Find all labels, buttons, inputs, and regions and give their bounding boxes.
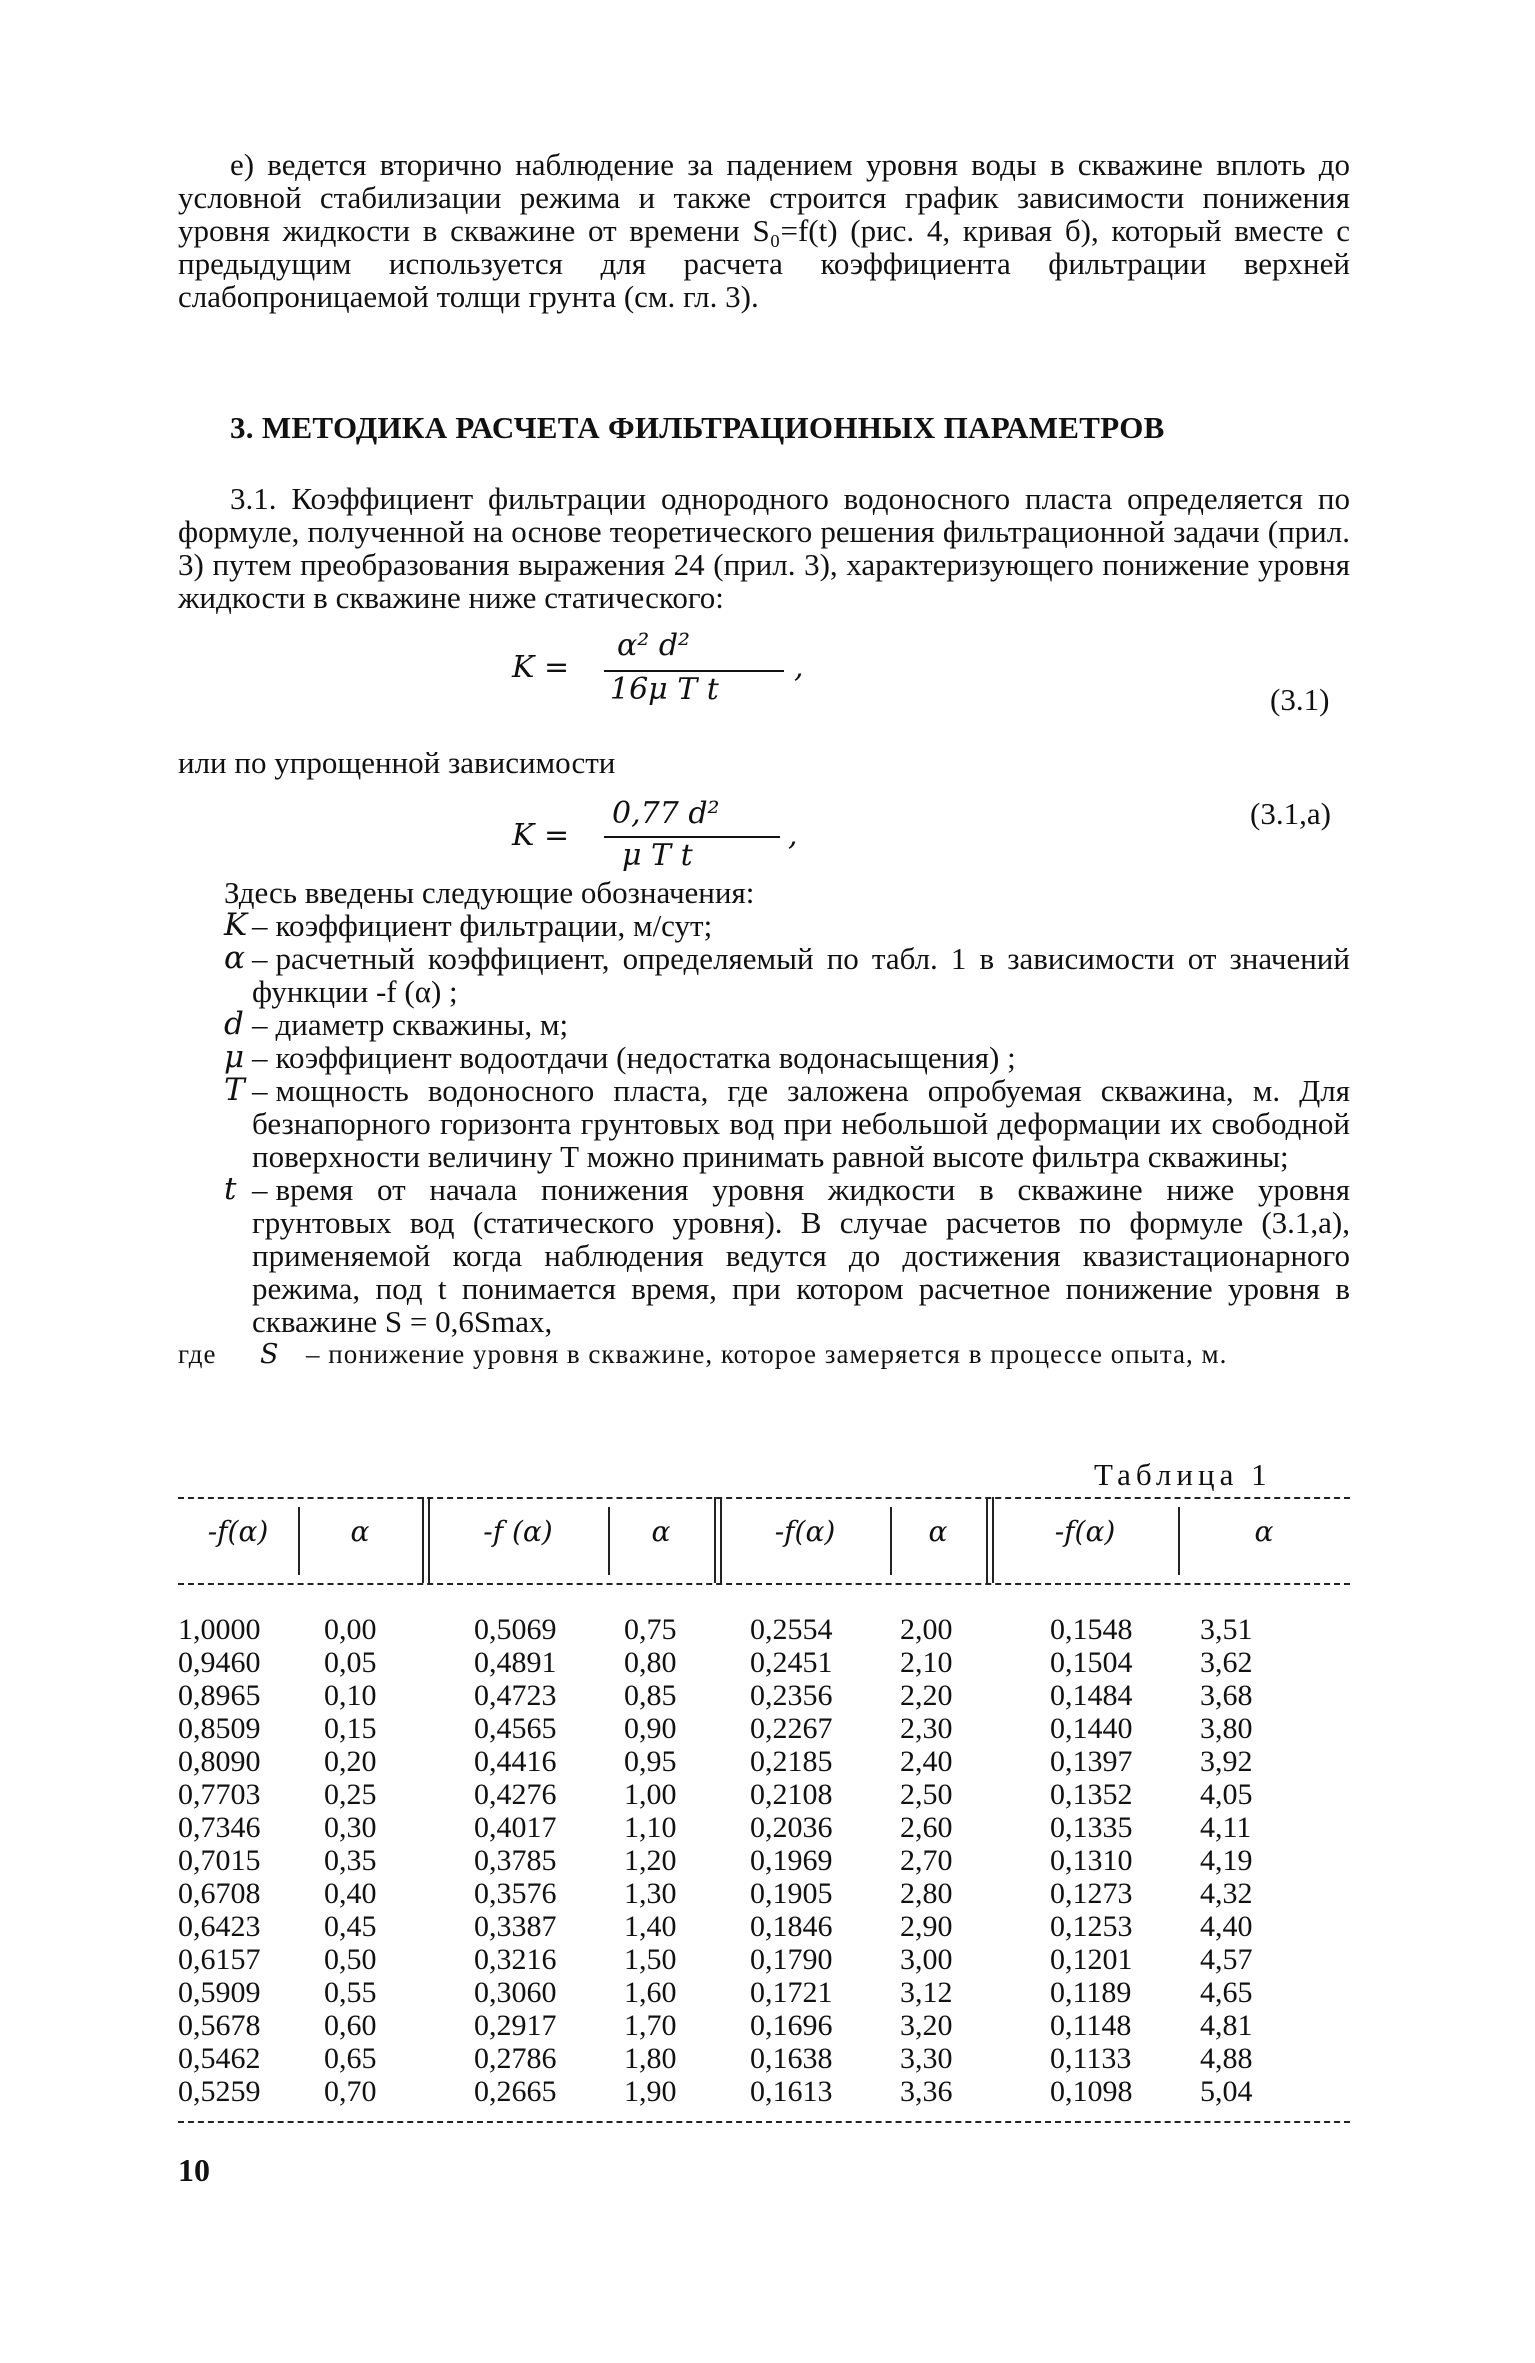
table-cell: 1,00 <box>624 1778 677 1811</box>
table-header: -f (α) <box>483 1515 553 1548</box>
table-cell: 3,20 <box>900 2009 953 2042</box>
notation-text: коэффициент водоотдачи (недостатка водонасыщения) ; <box>275 1040 1016 1075</box>
table-cell: 1,20 <box>624 1844 677 1877</box>
table-cell: 0,1253 <box>1050 1910 1133 1943</box>
intro-paragraph: е) ведется вторично наблюдение за падением уровня воды в скважине вплоть до условной стабилизации режима и также строится график зависимости понижения уровня жидкости в скважине от времени S₀=f(t) (рис. 4, кривая б), который вместе с предыдущим используется для расчета коэффициента фильтрации верхней слабопроницаемой толщи грунта (см. гл. 3). <box>178 147 1350 314</box>
table-cell: 2,30 <box>900 1712 953 1745</box>
where-line <box>178 1338 1350 1371</box>
table-cell: 0,85 <box>624 1679 677 1712</box>
paragraph-3-1: 3.1. Коэффициент фильтрации однородного водоносного пласта определяется по формуле, полученной на основе теоретического решения фильтрационной задачи (прил. 3) путем преобразования выражения 24 (прил. 3), характеризующего понижение уровня жидкости в скважине ниже статического: <box>178 481 1350 615</box>
table-cell: 0,30 <box>324 1811 377 1844</box>
formula-3-1 <box>512 628 832 708</box>
table-cell: 0,3576 <box>474 1877 557 1910</box>
table-cell: 0,7346 <box>178 1811 261 1844</box>
table-cell: 0,8965 <box>178 1679 261 1712</box>
notation-symbol: μ <box>224 1039 245 1075</box>
table-header-rule <box>178 1583 1350 1585</box>
formula-denominator: μ T t <box>622 838 693 873</box>
notation-text: коэффициент фильтрации, м/сут; <box>275 908 713 943</box>
notation-item: α – расчетный коэффициент, определяемый по табл. 1 в зависимости от значений функции -f (α) ; <box>224 940 1350 1009</box>
table-cell: 0,4276 <box>474 1778 557 1811</box>
equation-number: (3.1,а) <box>1250 796 1331 831</box>
table-cell: 1,50 <box>624 1943 677 1976</box>
table-divider <box>714 1497 716 1583</box>
table-cell: 1,40 <box>624 1910 677 1943</box>
table-cell: 0,1397 <box>1050 1745 1133 1778</box>
notation-list <box>178 876 1350 1371</box>
table-cell: 0,9460 <box>178 1646 261 1679</box>
notation-symbol: K <box>224 907 248 943</box>
section-heading: 3. МЕТОДИКА РАСЧЕТА ФИЛЬТРАЦИОННЫХ ПАРАМЕТРОВ <box>230 410 1165 445</box>
table-bottom-rule <box>178 2121 1350 2123</box>
table-cell: 1,0000 <box>178 1613 261 1646</box>
table-column <box>178 1613 261 2108</box>
table-cell: 0,25 <box>324 1778 377 1811</box>
table-cell: 0,1548 <box>1050 1613 1133 1646</box>
table-cell: 0,2185 <box>750 1745 833 1778</box>
notation-text: расчетный коэффициент, определяемый по табл. 1 в зависимости от значений функции -f (α) ; <box>252 941 1350 1009</box>
table-cell: 0,1335 <box>1050 1811 1133 1844</box>
table-cell: 2,80 <box>900 1877 953 1910</box>
table-cell: 0,15 <box>324 1712 377 1745</box>
table-column <box>474 1613 557 2108</box>
notation-text: время от начала понижения уровня жидкости в скважине ниже уровня грунтовых вод (статического уровня). В случае расчетов по формуле (3.1,а), применяемой когда наблюдения ведутся до достижения квазистационарного режима, под t понимается время, при котором расчетное понижение уровня в скважине S = 0,6Smax, <box>252 1172 1350 1339</box>
formula-comma: , <box>794 650 804 685</box>
notation-symbol: α <box>224 940 245 976</box>
notation-symbol: T <box>224 1072 245 1108</box>
table-cell: 0,7015 <box>178 1844 261 1877</box>
formula-lhs: K = <box>512 818 570 853</box>
notation-item: t – время от начала понижения уровня жидкости в скважине ниже уровня грунтовых вод (статического уровня). В случае расчетов по формуле (3.1,а), применяемой когда наблюдения ведутся до достижения квазистационарного режима, под t понимается время, при котором расчетное понижение уровня в скважине S = 0,6Smax, <box>224 1171 1350 1339</box>
table-cell: 0,45 <box>324 1910 377 1943</box>
notation-item: d – диаметр скважины, м; <box>224 1006 569 1042</box>
equation-number: (3.1) <box>1270 682 1330 717</box>
table-cell: 3,51 <box>1200 1613 1253 1646</box>
table-cell: 4,81 <box>1200 2009 1253 2042</box>
notation-item: K – коэффициент фильтрации, м/сут; <box>224 907 713 943</box>
table-cell: 2,60 <box>900 1811 953 1844</box>
formula-3-1a <box>512 796 832 876</box>
table-cell: 0,2267 <box>750 1712 833 1745</box>
table-cell: 0,65 <box>324 2042 377 2075</box>
formula-comma: , <box>788 818 798 853</box>
table-header: -f(α) <box>207 1515 269 1548</box>
table-cell: 1,10 <box>624 1811 677 1844</box>
table-cell: 0,2451 <box>750 1646 833 1679</box>
table-cell: 1,60 <box>624 1976 677 2009</box>
where-text: – понижение уровня в скважине, которое замеряется в процессе опыта, м. <box>306 1339 1228 1369</box>
table-cell: 4,11 <box>1200 1811 1252 1844</box>
table-cell: 0,1273 <box>1050 1877 1133 1910</box>
table-cell: 2,00 <box>900 1613 953 1646</box>
table-cell: 4,40 <box>1200 1910 1253 1943</box>
table-cell: 0,1133 <box>1050 2042 1132 2075</box>
table-cell: 0,2786 <box>474 2042 557 2075</box>
table-cell: 0,1352 <box>1050 1778 1133 1811</box>
table-cell: 4,88 <box>1200 2042 1253 2075</box>
table-cell: 0,40 <box>324 1877 377 1910</box>
table-column <box>324 1613 377 2108</box>
table-cell: 3,80 <box>1200 1712 1253 1745</box>
table-cell: 0,10 <box>324 1679 377 1712</box>
table-cell: 0,00 <box>324 1613 377 1646</box>
notation-intro: Здесь введены следующие обозначения: <box>224 875 755 910</box>
table-header: α <box>1254 1515 1274 1548</box>
table-cell: 2,40 <box>900 1745 953 1778</box>
table-cell: 0,1638 <box>750 2042 833 2075</box>
table-column <box>900 1613 953 2108</box>
page-number: 10 <box>178 2152 210 2188</box>
table-cell: 0,2108 <box>750 1778 833 1811</box>
table-cell: 1,90 <box>624 2075 677 2108</box>
table-cell: 0,2356 <box>750 1679 833 1712</box>
table-cell: 0,4891 <box>474 1646 557 1679</box>
table-cell: 0,5259 <box>178 2075 261 2108</box>
table-cell: 0,70 <box>324 2075 377 2108</box>
table-cell: 0,4416 <box>474 1745 557 1778</box>
notation-item: T – мощность водоносного пласта, где заложена опробуемая скважина, м. Для безнапорного горизонта грунтовых вод при небольшой деформации их свободной поверхности величину Т можно принимать равной высоте фильтра скважины; <box>224 1072 1350 1174</box>
table-cell: 0,1613 <box>750 2075 833 2108</box>
table-cell: 3,00 <box>900 1943 953 1976</box>
table-cell: 0,3060 <box>474 1976 557 2009</box>
table-cell: 3,30 <box>900 2042 953 2075</box>
notation-text: мощность водоносного пласта, где заложена опробуемая скважина, м. Для безнапорного горизонта грунтовых вод при небольшой деформации их свободной поверхности величину Т можно принимать равной высоте фильтра скважины; <box>252 1073 1350 1174</box>
table-cell: 0,1790 <box>750 1943 833 1976</box>
table-cell: 0,75 <box>624 1613 677 1646</box>
table-cell: 0,1310 <box>1050 1844 1133 1877</box>
table-cell: 0,2036 <box>750 1811 833 1844</box>
table-cell: 0,60 <box>324 2009 377 2042</box>
table-cell: 3,36 <box>900 2075 953 2108</box>
table-header: α <box>928 1515 948 1548</box>
table-cell: 0,1846 <box>750 1910 833 1943</box>
table-header: α <box>350 1515 370 1548</box>
table-cell: 0,50 <box>324 1943 377 1976</box>
table-cell: 0,3785 <box>474 1844 557 1877</box>
table-cell: 1,30 <box>624 1877 677 1910</box>
formula-lhs: K = <box>512 650 570 685</box>
table-cell: 0,05 <box>324 1646 377 1679</box>
table-column <box>750 1613 833 2108</box>
table-cell: 0,95 <box>624 1745 677 1778</box>
table-cell: 4,32 <box>1200 1877 1253 1910</box>
table-cell: 3,92 <box>1200 1745 1253 1778</box>
table-cell: 1,70 <box>624 2009 677 2042</box>
table-cell: 0,1148 <box>1050 2009 1132 2042</box>
where-symbol: S <box>260 1339 280 1370</box>
table-cell: 3,62 <box>1200 1646 1253 1679</box>
table-cell: 0,80 <box>624 1646 677 1679</box>
table-cell: 0,5678 <box>178 2009 261 2042</box>
table-cell: 0,1721 <box>750 1976 833 2009</box>
table-cell: 0,5462 <box>178 2042 261 2075</box>
table-cell: 0,8090 <box>178 1745 261 1778</box>
table-cell: 0,4565 <box>474 1712 557 1745</box>
table-cell: 2,70 <box>900 1844 953 1877</box>
table-cell: 0,1696 <box>750 2009 833 2042</box>
notation-symbol: t <box>224 1171 237 1207</box>
formula-denominator: 16μ T t <box>610 672 719 707</box>
table-cell: 0,1905 <box>750 1877 833 1910</box>
table-cell: 4,65 <box>1200 1976 1253 2009</box>
table-column <box>1050 1613 1133 2108</box>
table-header: -f(α) <box>774 1515 836 1548</box>
table-cell: 1,80 <box>624 2042 677 2075</box>
or-text: или по упрощенной зависимости <box>178 745 616 780</box>
table-cell: 0,2554 <box>750 1613 833 1646</box>
table-cell: 0,7703 <box>178 1778 261 1811</box>
table-cell: 0,3216 <box>474 1943 557 1976</box>
table-cell: 0,55 <box>324 1976 377 2009</box>
table-cell: 5,04 <box>1200 2075 1253 2108</box>
table-cell: 0,2665 <box>474 2075 557 2108</box>
notation-item: μ – коэффициент водоотдачи (недостатка водонасыщения) ; <box>224 1039 1016 1075</box>
where-prefix: где <box>178 1339 217 1369</box>
table-cell: 0,6157 <box>178 1943 261 1976</box>
table-cell: 0,6708 <box>178 1877 261 1910</box>
table-cell: 0,1098 <box>1050 2075 1133 2108</box>
table-cell: 0,20 <box>324 1745 377 1778</box>
table-cell: 0,3387 <box>474 1910 557 1943</box>
table-cell: 0,1484 <box>1050 1679 1133 1712</box>
table-cell: 2,90 <box>900 1910 953 1943</box>
table-cell: 0,1201 <box>1050 1943 1133 1976</box>
table-cell: 2,50 <box>900 1778 953 1811</box>
table-column <box>624 1613 677 2108</box>
table-cell: 4,05 <box>1200 1778 1253 1811</box>
table-header: -f(α) <box>1054 1515 1116 1548</box>
formula-numerator: 0,77 d² <box>612 796 720 831</box>
table-cell: 2,20 <box>900 1679 953 1712</box>
table-header: α <box>651 1515 671 1548</box>
notation-symbol: d <box>224 1006 244 1042</box>
table-divider <box>422 1497 424 1583</box>
table-cell: 0,8509 <box>178 1712 261 1745</box>
table-cell: 0,5069 <box>474 1613 557 1646</box>
table-cell: 0,35 <box>324 1844 377 1877</box>
table-cell: 0,1969 <box>750 1844 833 1877</box>
table-caption: Таблица 1 <box>1094 1457 1272 1492</box>
notation-text: диаметр скважины, м; <box>275 1007 569 1042</box>
table-cell: 0,2917 <box>474 2009 557 2042</box>
table-cell: 4,57 <box>1200 1943 1253 1976</box>
formula-numerator: α² d² <box>617 628 691 663</box>
table-cell: 0,1440 <box>1050 1712 1133 1745</box>
table-cell: 2,10 <box>900 1646 953 1679</box>
table-cell: 3,12 <box>900 1976 953 2009</box>
table-cell: 3,68 <box>1200 1679 1253 1712</box>
table-divider <box>986 1497 988 1583</box>
table-column <box>1200 1613 1253 2108</box>
table-cell: 0,6423 <box>178 1910 261 1943</box>
table-cell: 0,5909 <box>178 1976 261 2009</box>
table-cell: 0,4017 <box>474 1811 557 1844</box>
table-cell: 4,19 <box>1200 1844 1253 1877</box>
table-cell: 0,1504 <box>1050 1646 1133 1679</box>
table-cell: 0,1189 <box>1050 1976 1132 2009</box>
table-top-rule <box>178 1497 1350 1499</box>
table-cell: 0,90 <box>624 1712 677 1745</box>
table-cell: 0,4723 <box>474 1679 557 1712</box>
